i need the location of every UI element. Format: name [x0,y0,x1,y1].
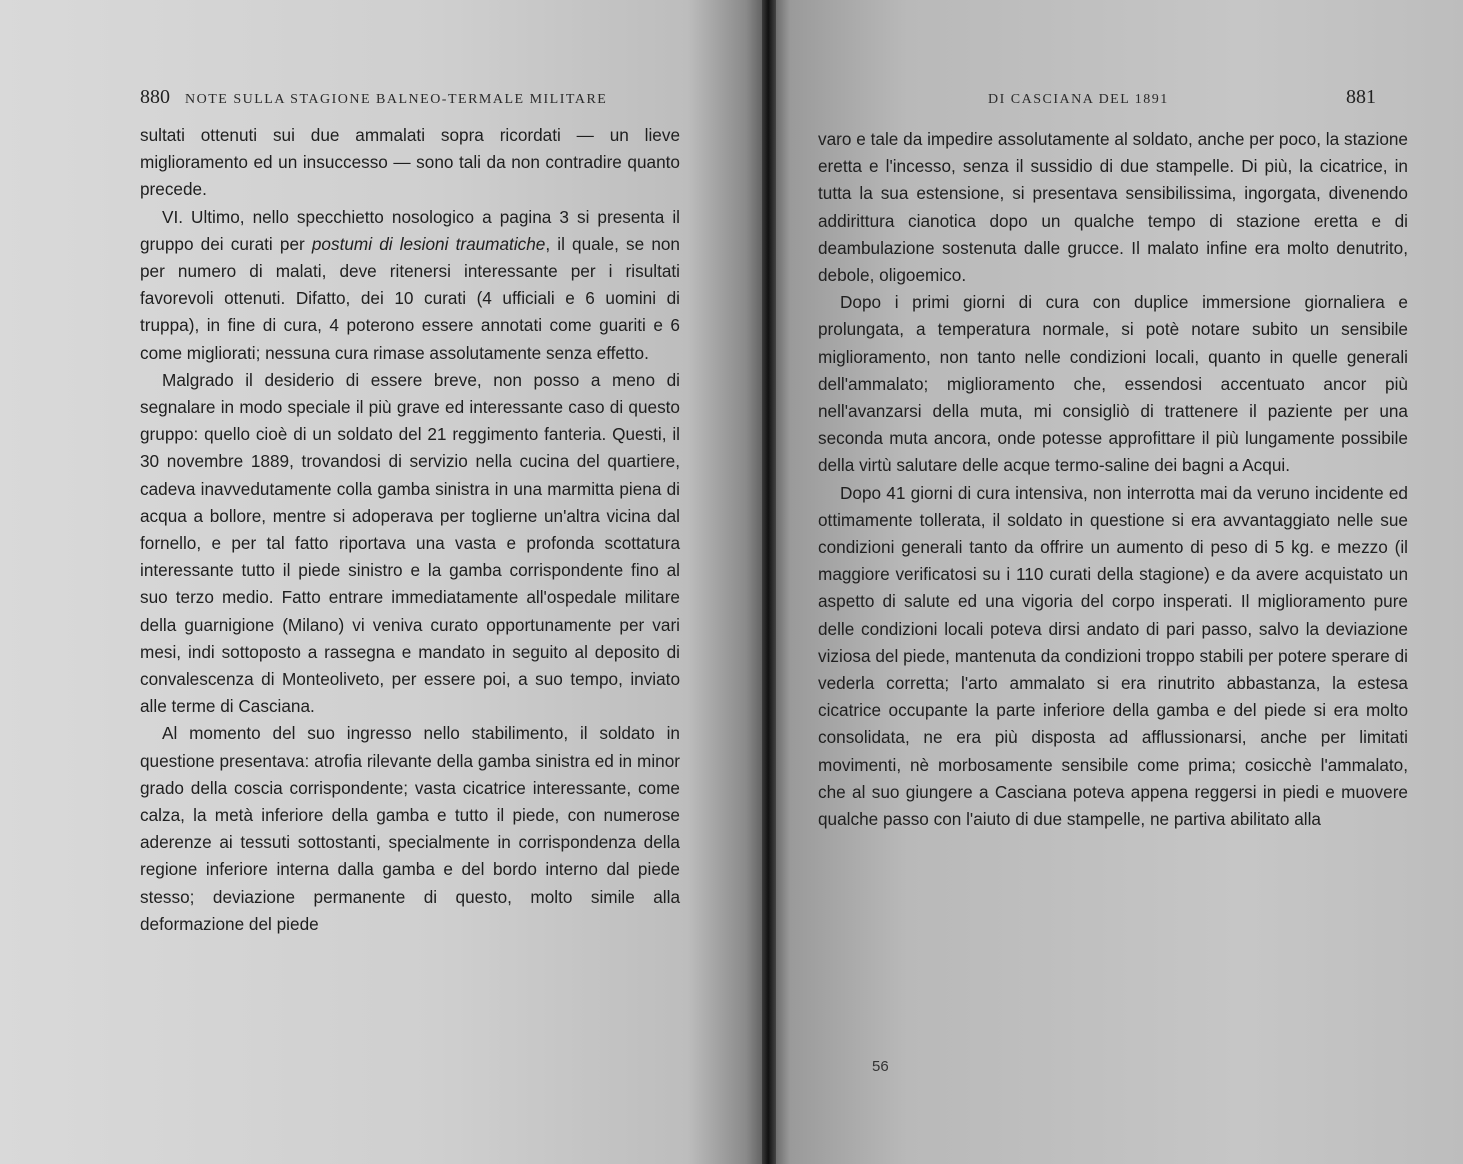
paragraph: Dopo 41 giorni di cura intensiva, non interrotta mai da veruno incidente ed ottimamente tollerata, il soldato in questione si era avvantaggiato nelle sue condizioni generali tanto da offrire un aumento di peso di 5 kg. e mezzo (il maggiore verificatosi su i 110 curati della stagione) e da avere acquistato un aspetto di salute ed una vigoria del corpo insperati. Il miglioramento pure delle condizioni locali poteva dirsi andato di pari passo, salvo la deviazione viziosa del piede, mantenuta da condizioni troppo stabili per potere sperare di vederla corretta; l'arto ammalato si era rinutrito abbastanza, la estesa cicatrice occupante la parte inferiore della gamba e del piede si era molto consolidata, ne era più disposta ad afflussionarsi, anche per limitati movimenti, nè morbosamente sensibile come prima; cosicchè l'ammalato, che al suo giungere a Casciana poteva appena reggersi in piedi e muovere qualche passo con l'aiuto di due stampelle, ne partiva abilitato alla [818,482,1408,830]
paragraph: sultati ottenuti sui due ammalati sopra ricordati — un lieve miglioramento ed un insuccesso — sono tali da non contradire quanto precede. [140,125,680,200]
left-running-title: NOTE SULLA STAGIONE BALNEO-TERMALE MILITARE [185,92,608,107]
paragraph: Al momento del suo ingresso nello stabilimento, il soldato in questione presentava: atrofia rilevante della gamba sinistra ed in minor grado della coscia corrispondente; vasta cicatrice interessante, come calza, la metà inferiore della gamba e tutto il piede, con numerose aderenze ai tessuti sottostanti, specialmente in corrispondenza della regione inferiore interna dalla gamba e del bordo interno dal piede stesso; deviazione permanente di questo, molto simile alla deformazione del piede [140,723,680,934]
right-running-title: DI CASCIANA DEL 1891 [988,92,1169,107]
book-spine [762,0,776,1164]
signature-mark: 56 [872,1058,889,1075]
right-page [778,0,1463,1164]
left-running-head [140,86,607,109]
left-folio: 880 [140,86,170,108]
paragraph: VI. Ultimo, nello specchietto nosologico a pagina 3 si presenta il gruppo dei curati per postumi di lesioni traumatiche, il quale, se non per numero di malati, deve ritenersi interessante per i risultati favorevoli ottenuti. Difatto, dei 10 curati (4 ufficiali e 6 uomini di truppa), in fine di cura, 4 poterono essere annotati come guariti e 6 come migliorati; nessuna cura rimase assolutamente senza effetto. [140,206,680,363]
right-running-head [988,92,1169,108]
left-page-text [140,122,680,938]
right-folio: 881 [1346,86,1376,108]
paragraph: varo e tale da impedire assolutamente al soldato, anche per poco, la stazione eretta e l'incesso, senza il sussidio di due stampelle. Di più, la cicatrice, in tutta la sua estensione, si presentava sensibilissima, ingorgata, divenendo addirittura cianotica dopo un qualche tempo di stazione eretta e di deambulazione sostenuta dalle grucce. Il malato infine era molto denutrito, debole, oligoemico. [818,129,1408,286]
right-page-text [818,126,1408,833]
paragraph: Dopo i primi giorni di cura con duplice immersione giornaliera e prolungata, a temperatura normale, si potè notare subito un sensibile miglioramento, non tanto nelle condizioni locali, quanto in quelle generali dell'ammalato; miglioramento che, essendosi accentuato ancor più nell'avanzarsi della muta, mi consigliò di trattenere il paziente per una seconda muta ancora, onde potesse approfittare il più lungamente possibile della virtù salutare delle acque termo-saline dei bagni a Acqui. [818,292,1408,476]
paragraph: Malgrado il desiderio di essere breve, non posso a meno di segnalare in modo speciale il più grave ed interessante caso di questo gruppo: quello cioè di un soldato del 21 reggimento fanteria. Questi, il 30 novembre 1889, trovandosi di servizio nella cucina del quartiere, cadeva inavvedutamente colla gamba sinistra in una marmitta piena di acqua a bollore, mentre si adoperava per toglierne un'altra vicina dal fornello, e per tal fatto riportava una vasta e profonda scottatura interessante tutto il piede sinistro e la gamba corrispondente fino al suo terzo medio. Fatto entrare immediatamente all'ospedale militare della guarnigione (Milano) vi veniva curato opportunamente per vari mesi, indi sottoposto a rassegna e mandato in seguito al deposito di convalescenza di Monteoliveto, per essere poi, a suo tempo, inviato alle terme di Casciana. [140,369,680,717]
